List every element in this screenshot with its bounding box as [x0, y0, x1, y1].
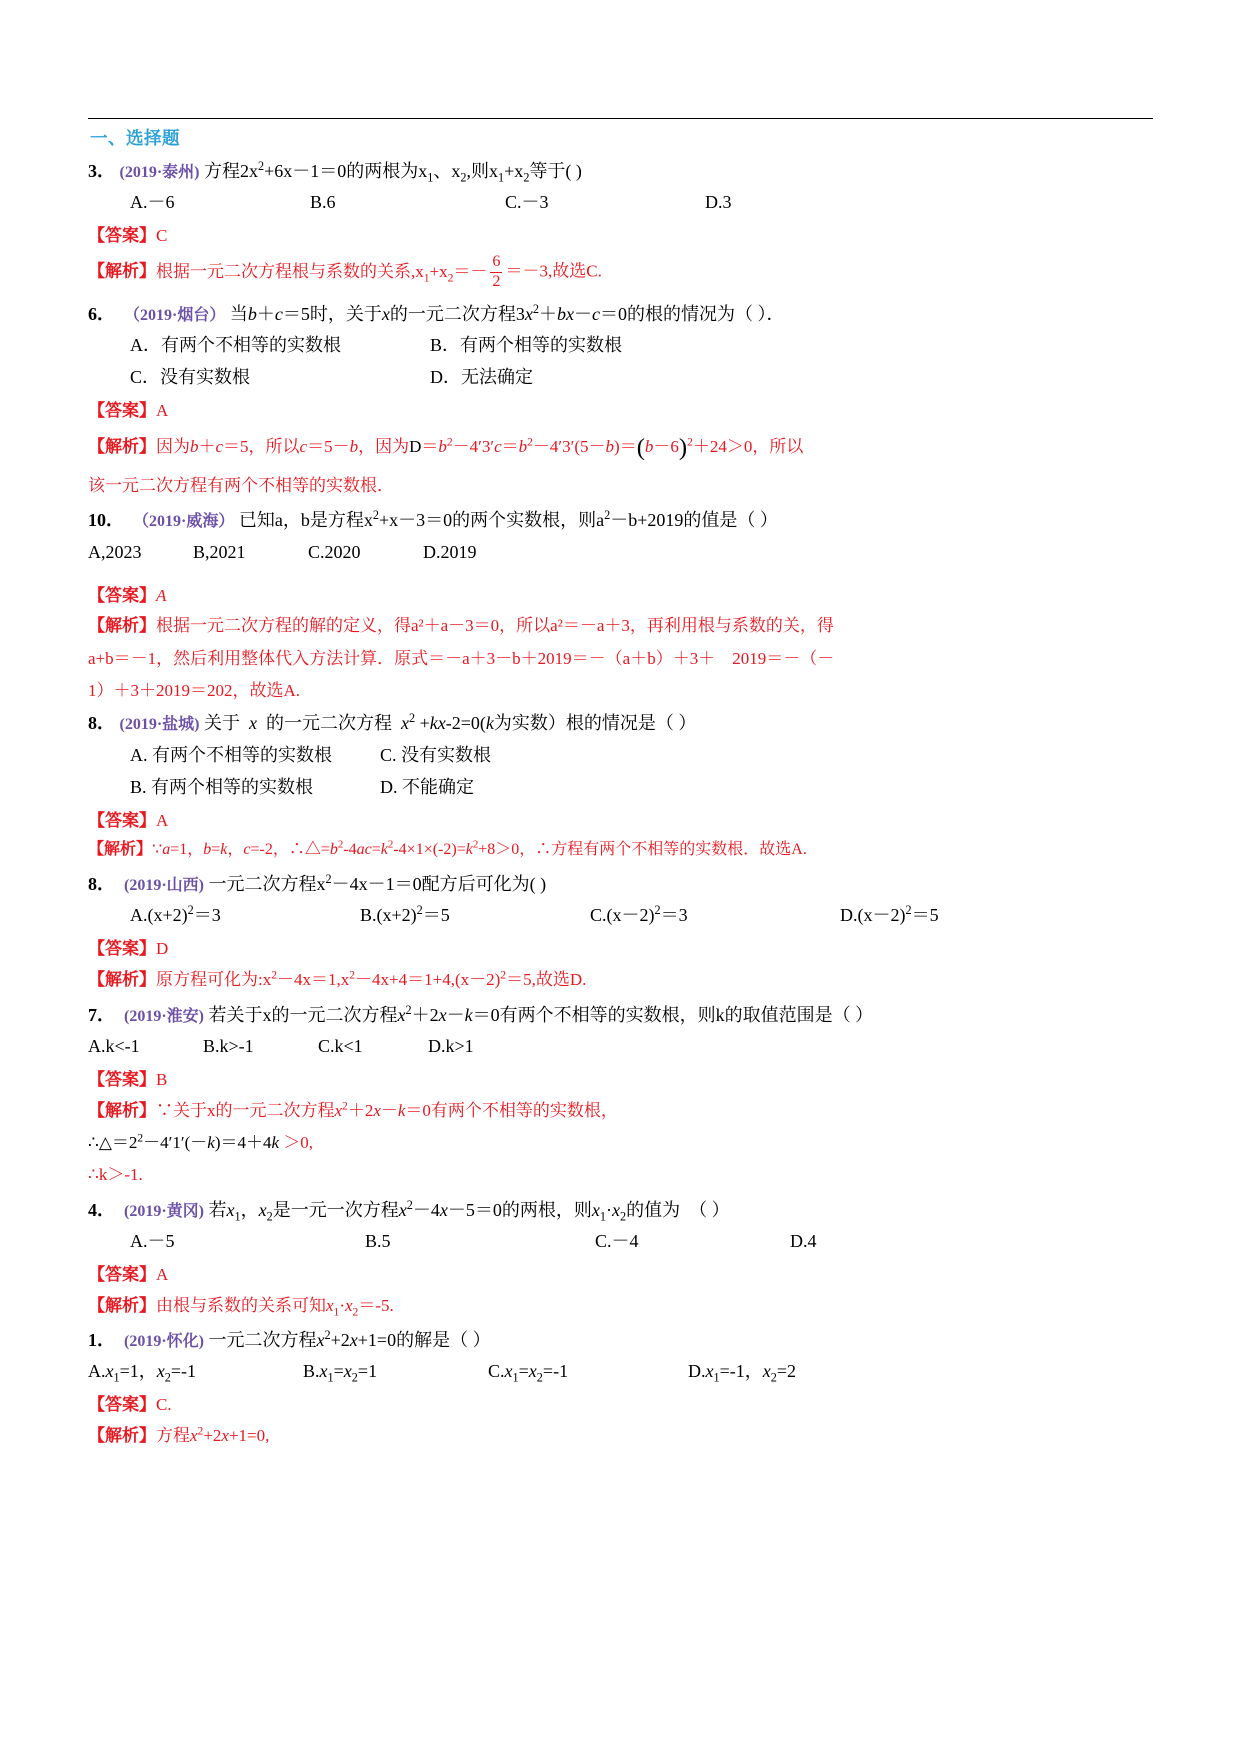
explanation-tag-4: 【解析】 — [88, 1295, 156, 1315]
explanation-7-line1 — [88, 1098, 1153, 1124]
question-number-10: 10． — [88, 510, 124, 531]
question-block-6 — [88, 301, 1153, 500]
question-stem-6 — [88, 301, 1153, 327]
options-3 — [88, 189, 1153, 216]
explanation-tag-8-shanxi: 【解析】 — [88, 970, 156, 990]
option-4-a[interactable]: A.－5 — [130, 1230, 175, 1251]
explanation-6-line2: 该一元二次方程有两个不相等的实数根． — [88, 476, 394, 496]
question-stem-10 — [88, 507, 1153, 533]
question-number-7: 7． — [88, 1004, 115, 1025]
option-1-c[interactable]: $C.x_1=x_2=-1$ — [488, 1361, 569, 1385]
answer-value-8-shanxi: D — [156, 939, 169, 959]
option-3-d[interactable]: D.3 — [705, 192, 732, 213]
question-number-3: 3． — [88, 161, 115, 181]
question-source-4: (2019·黄冈) — [124, 1202, 204, 1220]
option-8y-b[interactable]: B. 有两个相等的实数根 — [130, 776, 314, 797]
option-7-b[interactable]: B.k>-1 — [203, 1035, 254, 1056]
answer-value-4: A — [156, 1264, 169, 1284]
answer-tag-10: 【答案】 — [88, 585, 156, 605]
option-10-b[interactable]: B,2021 — [193, 541, 246, 562]
explanation-tag-6: 【解析】 — [88, 436, 156, 456]
explanation-8-yancheng — [88, 838, 1153, 863]
explanation-6 — [88, 429, 1153, 467]
answer-row-3 — [88, 224, 1153, 248]
option-8s-c[interactable]: $C.(x-2)^2=3$ — [590, 903, 688, 926]
explanation-lead-3: 根据一元二次方程根与系数的关系$,x_1+x_2=-$ — [156, 261, 488, 284]
option-8s-a[interactable]: $A.(x+2)^2=3$ — [130, 903, 221, 926]
question-source-7: (2019·淮安) — [124, 1007, 204, 1025]
option-10-d[interactable]: D.2019 — [423, 541, 477, 562]
option-10-a[interactable]: A,2023 — [88, 541, 142, 562]
option-8y-d[interactable]: D. 不能确定 — [380, 776, 474, 797]
question-text-10: 已知a，b是方程$x^2+x-3=0$的两个实数根，则$a^2-b+2019$的值是（ ） — [238, 508, 778, 531]
option-4-b[interactable]: B.5 — [365, 1230, 391, 1251]
section-heading: 一、选择题 — [90, 128, 180, 148]
answer-value-10: A — [156, 585, 167, 605]
option-6-c[interactable]: C．没有实数根 — [130, 367, 251, 388]
explanation-8y-text: ∵a=1，b=k，c=-2，$\therefore\triangle=b^2-4ac=k^2-4\times 1\times(-2)=k^2+8>0$，∴方程有两个不相等的实数根．故选A. — [152, 839, 807, 859]
answer-row-10 — [88, 584, 1153, 608]
explanation-10-text1: 根据一元二次方程的解的定义，得a²＋a－3＝0，所以a²＝－a＋3，再利用根与系数的关，得 — [156, 616, 834, 636]
explanation-1-text: 方程$x^2+2x+1=0$, — [156, 1424, 270, 1445]
question-text-4: 若$x_1$，$x_2$是一元一次方程$x^2-4x-5=0$的两根，则$x_1\cdot x_2$的值为 （ ） — [208, 1197, 730, 1224]
answer-tag-4: 【答案】 — [88, 1264, 156, 1284]
answer-value-6: A — [156, 401, 169, 421]
question-block-1 — [88, 1327, 1153, 1449]
explanation-7-text2-red: ＞0, — [283, 1132, 314, 1152]
question-block-4 — [88, 1197, 1153, 1319]
options-8-yancheng — [88, 742, 1153, 801]
answer-tag-8-yancheng: 【答案】 — [88, 810, 156, 830]
option-8s-d[interactable]: $D.(x-2)^2=5$ — [840, 903, 939, 926]
option-10-c[interactable]: C.2020 — [308, 541, 361, 562]
option-1-b[interactable]: $B.x_1=x_2=1$ — [303, 1361, 378, 1385]
question-number-4: 4． — [88, 1199, 115, 1220]
explanation-4 — [88, 1293, 1153, 1319]
question-text-1: 一元二次方程$x^2+2x+1=0$的解是（ ） — [208, 1327, 491, 1350]
explanation-7-text1: ∵关于x的一元二次方程$x^2+2x-k=0$有两个不相等的实数根， — [156, 1098, 618, 1120]
answer-row-8-shanxi — [88, 937, 1153, 961]
options-6 — [88, 332, 1153, 391]
fraction-6-over-2: $\frac{6}{2}$ — [492, 252, 501, 290]
question-number-8-shanxi: 8． — [88, 874, 115, 895]
option-8y-a[interactable]: A. 有两个不相等的实数根 — [130, 744, 332, 765]
options-8-shanxi — [88, 902, 1153, 929]
option-3-b[interactable]: B.6 — [310, 192, 336, 213]
answer-value-3: C — [156, 226, 168, 246]
question-text-8-yancheng: 关于 x 的一元二次方程 $x^2 +kx-2=0(k$为实数）根的情况是（ ） — [204, 711, 697, 734]
question-number-8-yancheng: 8． — [88, 713, 115, 734]
option-7-c[interactable]: C.k<1 — [318, 1035, 363, 1056]
question-source-10: （2019·威海） — [133, 513, 235, 531]
explanation-4-text: 由根与系数的关系可知$x_1\cdot x_2=-5$. — [156, 1295, 394, 1318]
option-7-a[interactable]: A.k<-1 — [88, 1035, 140, 1056]
explanation-7-line3: ∴k＞-1. — [88, 1165, 143, 1185]
option-8s-b[interactable]: $B.(x+2)^2=5$ — [360, 903, 450, 926]
option-7-d[interactable]: D.k>1 — [428, 1035, 474, 1056]
question-stem-3 — [88, 158, 1153, 184]
question-block-3 — [88, 158, 1153, 291]
option-3-c[interactable]: C.－3 — [505, 192, 549, 213]
explanation-10-line3: 1）＋3＋2019＝202，故选A. — [88, 681, 301, 701]
option-1-d[interactable]: $D.x_1=-1$，$x_2=2$ — [688, 1361, 797, 1385]
question-block-8-shanxi — [88, 871, 1153, 993]
explanation-8s-text: 原方程可化为$:x^2-4x=1,x^2-4x+4=1+4,(x-2)^2=5$,故选D. — [156, 968, 587, 990]
answer-value-8-yancheng: A — [156, 810, 169, 830]
options-7 — [88, 1033, 1153, 1060]
options-10 — [88, 539, 1153, 566]
option-4-c[interactable]: C.－4 — [595, 1230, 639, 1251]
answer-tag-3: 【答案】 — [88, 226, 156, 246]
explanation-10-line2: a+b＝－1，然后利用整体代入方法计算．原式＝－a＋3－b＋2019＝－（a＋b）＋3＋ 2019＝－（－ — [88, 648, 835, 668]
answer-row-4 — [88, 1263, 1153, 1287]
question-stem-4 — [88, 1197, 1153, 1223]
answer-value-1: C. — [156, 1395, 172, 1415]
question-number-1: 1． — [88, 1329, 115, 1350]
answer-tag-7: 【答案】 — [88, 1069, 156, 1089]
explanation-7-text2-black: $\therefore\triangle=2^2-4'1'(-k)=4+4k$ — [88, 1131, 280, 1152]
explanation-7-line2 — [88, 1130, 1153, 1156]
question-source-8-shanxi: (2019·山西) — [124, 877, 204, 895]
options-4 — [88, 1228, 1153, 1255]
question-source-3: (2019·泰州) — [119, 164, 200, 181]
answer-row-8-yancheng — [88, 809, 1153, 833]
question-source-6: （2019·烟台） — [124, 306, 226, 324]
explanation-10-line1 — [88, 613, 1153, 639]
question-text-6: 当b＋c＝5时，关于x的一元二次方程$3x^2+bx-c=0$的根的情况为（ ）． — [229, 301, 785, 324]
options-1 — [88, 1358, 1153, 1385]
question-stem-8-shanxi — [88, 871, 1153, 897]
option-4-d[interactable]: D.4 — [790, 1230, 817, 1251]
question-text-7: 若关于x的一元二次方程$x^2+2x-k=0$有两个不相等的实数根，则k的取值范围是（ ） — [208, 1002, 874, 1025]
answer-row-1 — [88, 1393, 1153, 1417]
question-text-3: 方程$2x^2+6x-1=0$的两根为$x_1$、$x_2$,则$x_1+x_2$等于( ) — [204, 159, 582, 185]
option-6-b[interactable]: B．有两个相等的实数根 — [430, 335, 623, 356]
question-stem-8-yancheng — [88, 710, 1153, 736]
option-6-a[interactable]: A．有两个不相等的实数根 — [130, 335, 341, 356]
question-block-8-yancheng — [88, 710, 1153, 863]
option-1-a[interactable]: $A.x_1=1$，$x_2=-1$ — [88, 1361, 197, 1385]
option-8y-c[interactable]: C. 没有实数根 — [380, 744, 492, 765]
explanation-3 — [88, 254, 1153, 291]
question-stem-1 — [88, 1327, 1153, 1353]
answer-tag-1: 【答案】 — [88, 1395, 156, 1415]
explanation-tag-10: 【解析】 — [88, 616, 156, 636]
explanation-tag-3: 【解析】 — [88, 261, 156, 281]
document-content — [88, 118, 1153, 1453]
question-block-10 — [88, 507, 1153, 704]
question-stem-7 — [88, 1002, 1153, 1028]
question-text-8-shanxi: 一元二次方程$x^2-4x-1=0$配方后可化为( ) — [208, 872, 547, 895]
option-6-d[interactable]: D．无法确定 — [430, 367, 533, 388]
answer-tag-8-shanxi: 【答案】 — [88, 939, 156, 959]
question-number-6: 6． — [88, 303, 115, 324]
explanation-tail-3: ＝－3,故选C. — [505, 261, 602, 281]
option-3-a[interactable]: A.－6 — [130, 192, 175, 213]
explanation-tag-8-yancheng: 【解析】 — [88, 841, 153, 859]
question-block-7 — [88, 1002, 1153, 1189]
answer-value-7: B — [156, 1069, 168, 1089]
answer-tag-6: 【答案】 — [88, 401, 156, 421]
explanation-tag-7: 【解析】 — [88, 1100, 156, 1120]
answer-row-6 — [88, 399, 1153, 423]
top-horizontal-rule — [88, 118, 1153, 119]
question-source-8-yancheng: (2019·盐城) — [119, 716, 200, 734]
question-source-1: (2019·怀化) — [124, 1332, 204, 1350]
explanation-1 — [88, 1423, 1153, 1449]
explanation-tag-1: 【解析】 — [88, 1425, 156, 1445]
explanation-8-shanxi — [88, 967, 1153, 993]
answer-row-7 — [88, 1068, 1153, 1092]
explanation-6-line1: 因为b＋c＝5，所以c＝5－b，因为$D=b^2-4'3'c=b^2-4'3'(5-b)=(b-6)^2+24>0$，所以 — [156, 433, 804, 461]
